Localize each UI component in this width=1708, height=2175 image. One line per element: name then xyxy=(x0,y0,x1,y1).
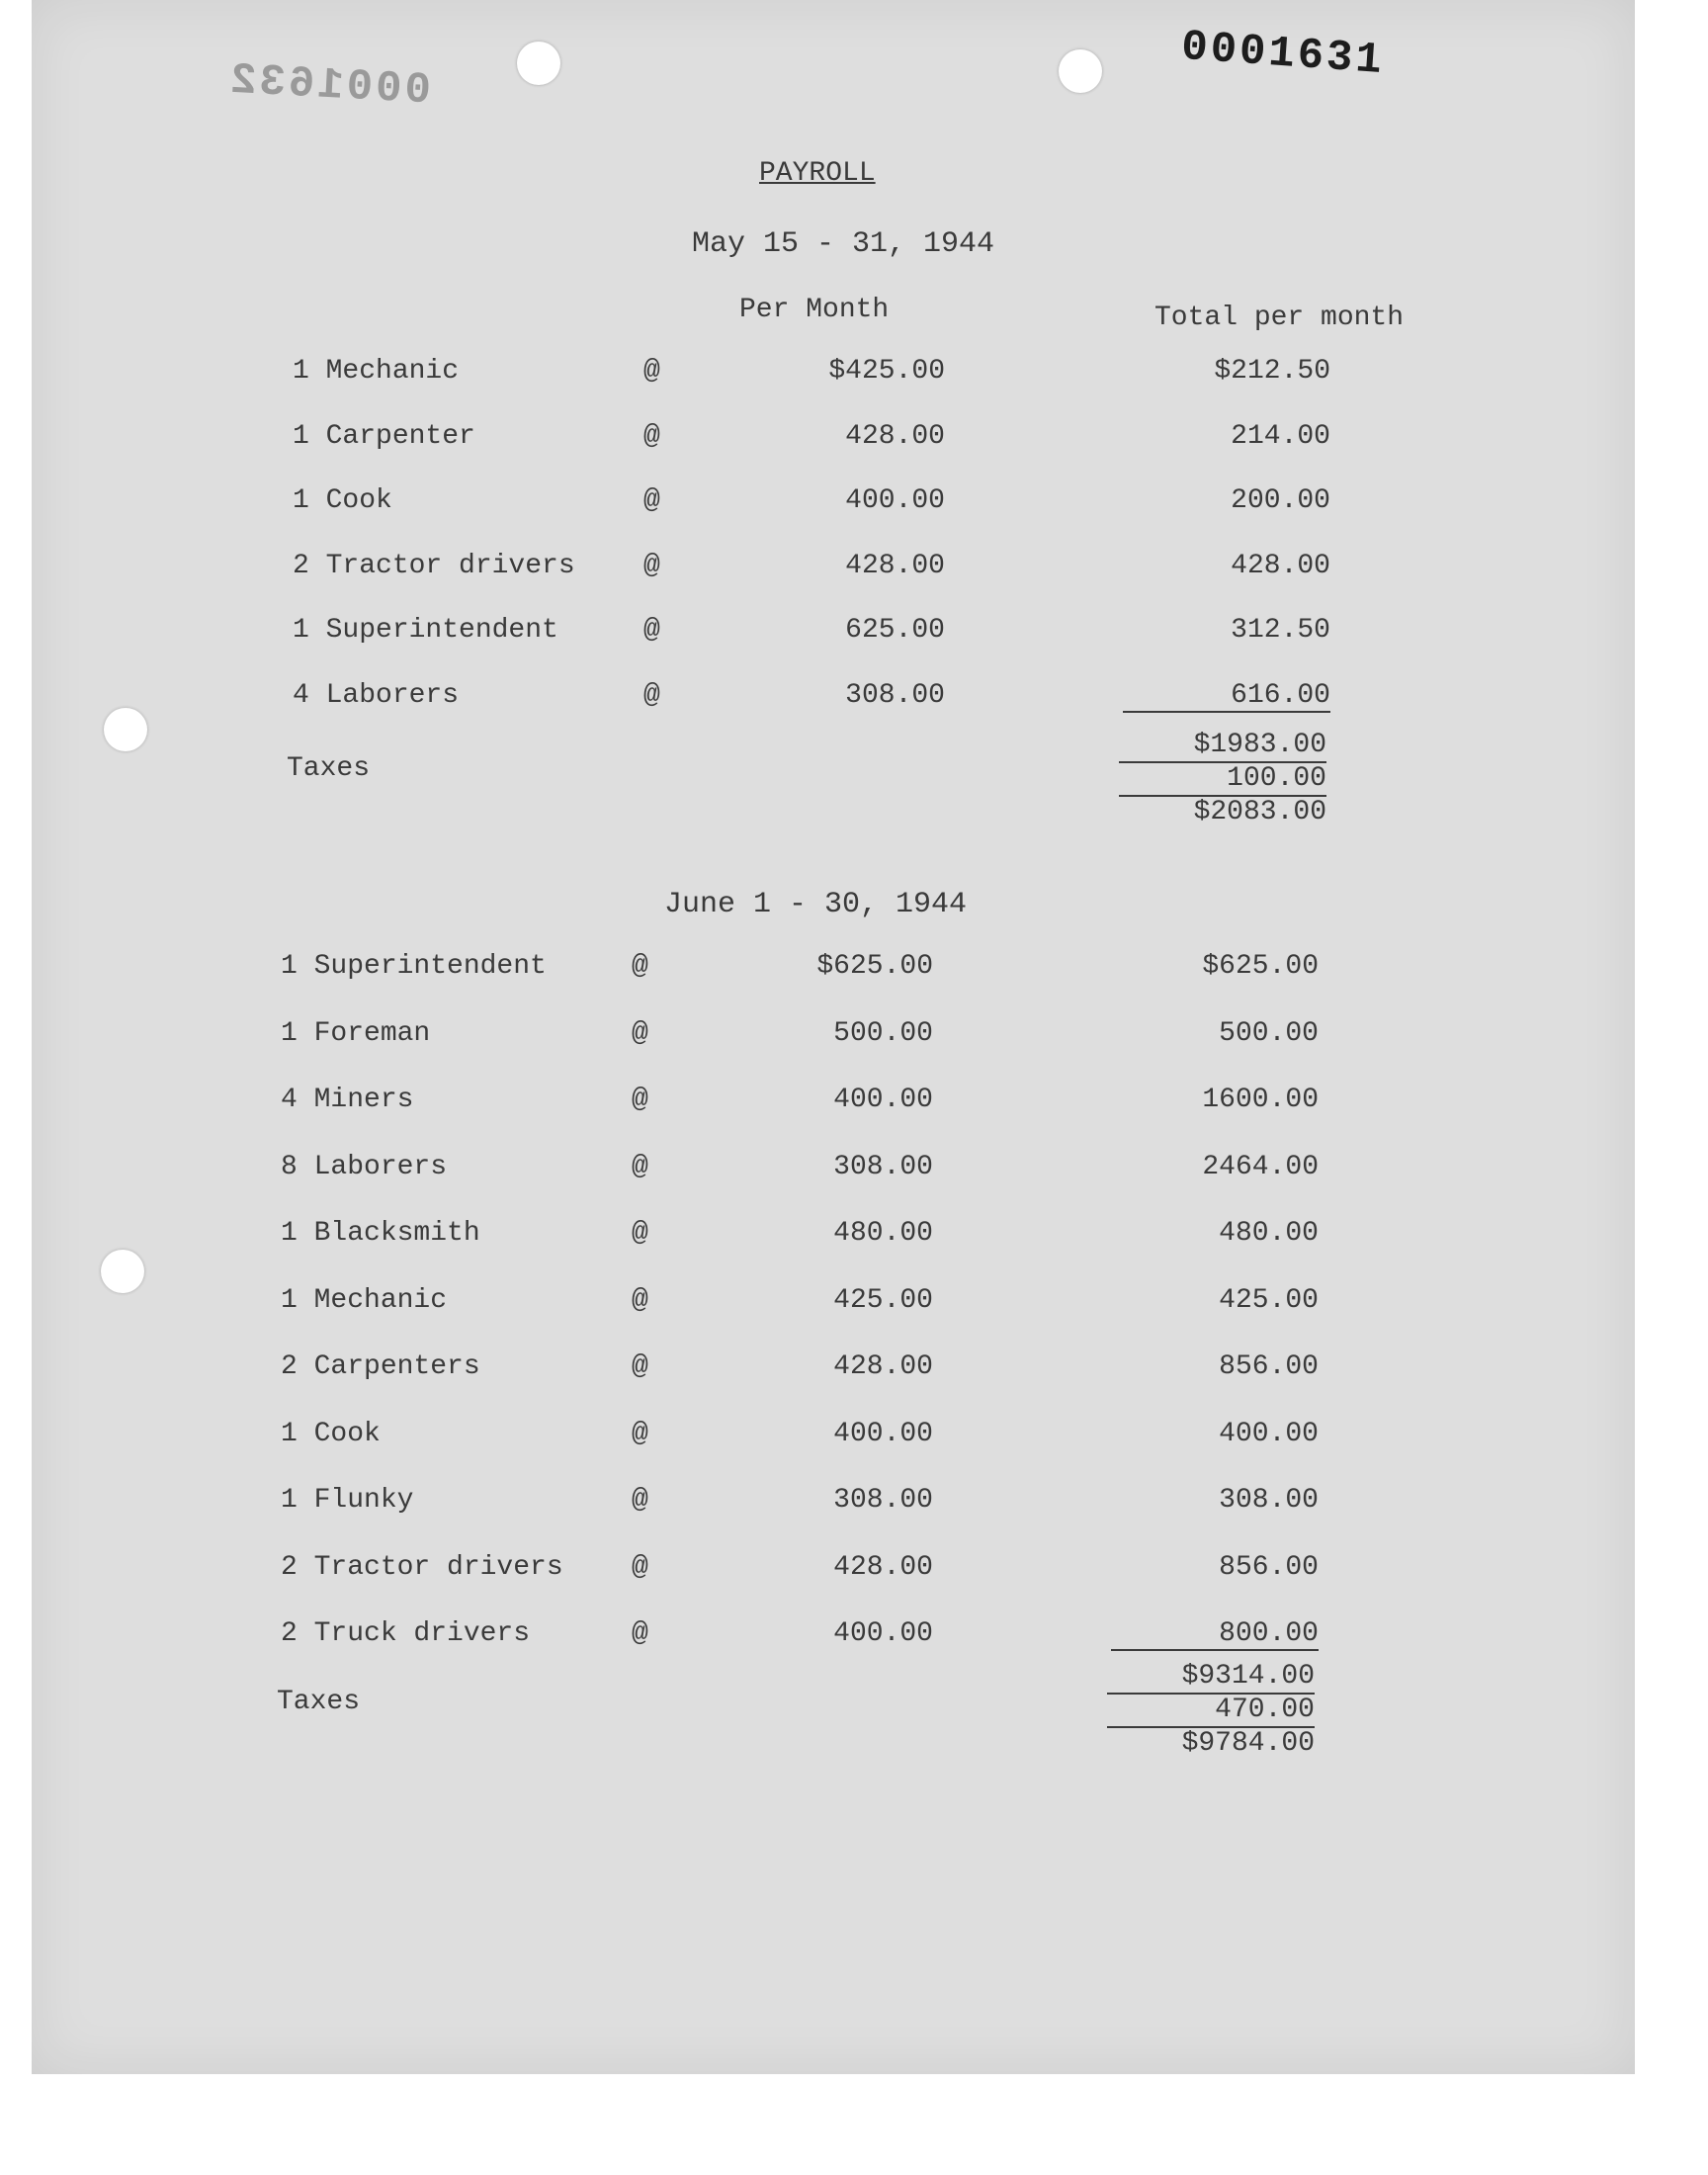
row-total-per-month: 214.00 xyxy=(1231,420,1330,452)
table-row xyxy=(281,1085,1368,1124)
row-total-per-month: 308.00 xyxy=(1219,1485,1319,1516)
table-row xyxy=(281,1618,1368,1658)
row-total-per-month: 428.00 xyxy=(1231,550,1330,581)
at-symbol: @ xyxy=(632,1551,648,1583)
at-symbol: @ xyxy=(632,1351,648,1382)
at-symbol: @ xyxy=(632,1418,648,1449)
table-row xyxy=(293,485,1380,525)
at-symbol: @ xyxy=(632,1085,648,1115)
row-item-label: 2 Truck drivers xyxy=(281,1618,531,1649)
row-rate-per-month: $425.00 xyxy=(828,356,945,387)
at-symbol: @ xyxy=(632,1284,648,1316)
row-item-label: 4 Laborers xyxy=(293,679,460,711)
table-row xyxy=(281,1419,1368,1458)
at-symbol: @ xyxy=(643,420,660,452)
punch-hole xyxy=(1059,49,1102,93)
row-item-label: 1 Carpenter xyxy=(293,420,475,452)
table-row xyxy=(281,1485,1368,1524)
row-total-per-month: 425.00 xyxy=(1219,1284,1319,1316)
at-symbol: @ xyxy=(632,1151,648,1182)
row-total-per-month: 500.00 xyxy=(1219,1017,1319,1049)
row-item-label: 1 Superintendent xyxy=(293,615,558,646)
at-symbol: @ xyxy=(643,550,660,581)
punch-hole xyxy=(101,1250,144,1293)
table-row xyxy=(293,680,1380,720)
row-item-label: 1 Mechanic xyxy=(281,1284,448,1316)
row-item-label: 1 Foreman xyxy=(281,1017,431,1049)
at-symbol: @ xyxy=(632,1618,648,1649)
row-total-per-month: 616.00 xyxy=(1123,680,1330,713)
period-heading-may: May 15 - 31, 1944 xyxy=(692,227,995,261)
row-total-per-month: 856.00 xyxy=(1219,1351,1319,1382)
table-row xyxy=(281,951,1368,991)
row-rate-per-month: $625.00 xyxy=(816,951,933,982)
row-rate-per-month: 400.00 xyxy=(833,1618,933,1649)
row-rate-per-month: 428.00 xyxy=(833,1351,933,1382)
row-rate-per-month: 308.00 xyxy=(833,1485,933,1516)
table-row xyxy=(281,1552,1368,1592)
column-header-total-per-month: Total per month xyxy=(1154,303,1405,333)
row-item-label: 2 Tractor drivers xyxy=(293,550,575,581)
row-item-label: 2 Carpenters xyxy=(281,1351,480,1382)
row-item-label: 1 Mechanic xyxy=(293,356,460,387)
table-row xyxy=(293,551,1380,590)
table-row xyxy=(281,1218,1368,1258)
table-row xyxy=(281,1018,1368,1058)
row-rate-per-month: 428.00 xyxy=(833,1551,933,1583)
row-item-label: 1 Superintendent xyxy=(281,951,547,982)
row-rate-per-month: 308.00 xyxy=(833,1151,933,1182)
table-row xyxy=(281,1152,1368,1191)
row-total-per-month: $625.00 xyxy=(1202,951,1319,982)
at-symbol: @ xyxy=(643,485,660,516)
row-total-per-month: 2464.00 xyxy=(1202,1151,1319,1182)
punch-hole xyxy=(104,708,147,751)
grand-total-may: $2083.00 xyxy=(1193,797,1326,827)
taxes-may: 100.00 xyxy=(1119,763,1326,797)
subtotal-june: $9314.00 xyxy=(1107,1661,1315,1695)
row-total-per-month: 400.00 xyxy=(1219,1418,1319,1449)
row-total-per-month: 312.50 xyxy=(1231,615,1330,646)
taxes-label: Taxes xyxy=(277,1687,361,1717)
row-total-per-month: 800.00 xyxy=(1111,1618,1319,1651)
document-number-stamp: 0001631 xyxy=(1179,22,1387,87)
row-rate-per-month: 428.00 xyxy=(845,420,945,452)
row-item-label: 1 Blacksmith xyxy=(281,1218,480,1249)
row-item-label: 1 Cook xyxy=(281,1418,381,1449)
table-row xyxy=(293,356,1380,395)
at-symbol: @ xyxy=(632,1485,648,1516)
row-item-label: 1 Cook xyxy=(293,485,392,516)
table-row xyxy=(281,1351,1368,1391)
row-total-per-month: 200.00 xyxy=(1231,485,1330,516)
row-item-label: 4 Miners xyxy=(281,1085,414,1115)
row-item-label: 8 Laborers xyxy=(281,1151,448,1182)
table-row xyxy=(293,421,1380,461)
row-item-label: 1 Flunky xyxy=(281,1485,414,1516)
row-rate-per-month: 400.00 xyxy=(833,1418,933,1449)
row-rate-per-month: 308.00 xyxy=(845,679,945,711)
at-symbol: @ xyxy=(632,1218,648,1249)
punch-hole xyxy=(517,42,560,85)
row-rate-per-month: 500.00 xyxy=(833,1017,933,1049)
column-header-per-month: Per Month xyxy=(739,295,890,325)
at-symbol: @ xyxy=(632,1017,648,1049)
row-rate-per-month: 425.00 xyxy=(833,1284,933,1316)
row-item-label: 2 Tractor drivers xyxy=(281,1551,563,1583)
row-rate-per-month: 400.00 xyxy=(845,485,945,516)
subtotal-may: $1983.00 xyxy=(1119,730,1326,763)
at-symbol: @ xyxy=(643,615,660,646)
page-title: PAYROLL xyxy=(759,158,876,189)
at-symbol: @ xyxy=(643,356,660,387)
table-row xyxy=(281,1285,1368,1325)
row-rate-per-month: 428.00 xyxy=(845,550,945,581)
row-total-per-month: 856.00 xyxy=(1219,1551,1319,1583)
at-symbol: @ xyxy=(643,679,660,711)
at-symbol: @ xyxy=(632,951,648,982)
row-total-per-month: 480.00 xyxy=(1219,1218,1319,1249)
period-heading-june: June 1 - 30, 1944 xyxy=(664,888,968,921)
row-total-per-month: 1600.00 xyxy=(1202,1085,1319,1115)
table-row xyxy=(293,615,1380,654)
bleed-through-number: 0001632 xyxy=(225,55,433,117)
taxes-june: 470.00 xyxy=(1107,1695,1315,1728)
row-rate-per-month: 625.00 xyxy=(845,615,945,646)
row-total-per-month: $212.50 xyxy=(1214,356,1330,387)
row-rate-per-month: 480.00 xyxy=(833,1218,933,1249)
grand-total-june: $9784.00 xyxy=(1181,1728,1315,1759)
taxes-label: Taxes xyxy=(287,753,371,784)
row-rate-per-month: 400.00 xyxy=(833,1085,933,1115)
